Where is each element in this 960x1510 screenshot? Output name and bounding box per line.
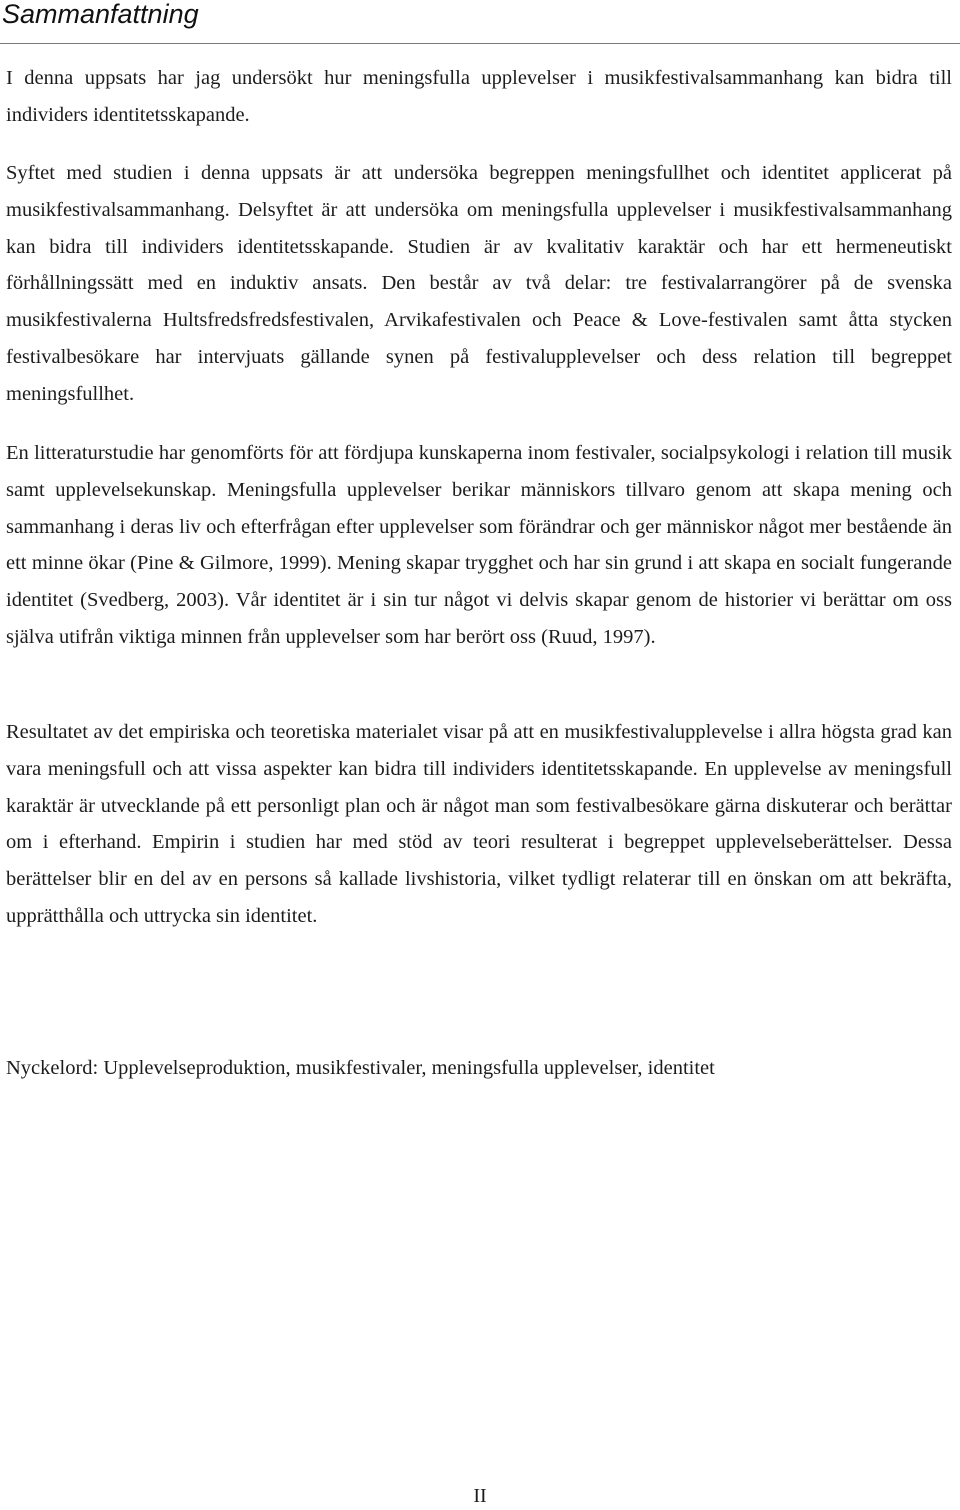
page-number: II bbox=[473, 1485, 487, 1507]
paragraph-literature: En litteraturstudie har genomförts för att fördjupa kunskaperna inom festivaler, socialpsykologi i relation till musik samt upplevelsekunskap. Meningsfulla upplevelser berikar människors tillvaro genom att skapa mening och sammanhang i deras liv och efterfrågan efter upplevelser som förändrar och ger människor något mer bestående än ett minne ökar (Pine & Gilmore, 1999). Mening skapar trygghet och har sin grund i att skapa en socialt fungerande identitet (Svedberg, 2003). Vår identitet är i sin tur något vi delvis skapar genom de historier vi berättar om oss själva utifrån viktiga minnen från upplevelser som har berört oss (Ruud, 1997). bbox=[6, 442, 952, 648]
paragraph-purpose: Syftet med studien i denna uppsats är att undersöka begreppen meningsfullhet och identitet applicerat på musikfestivalsammanhang. Delsyftet är att undersöka om meningsfulla upplevelser i musikfestivalsammanhang kan bidra till individers identitetsskapande. Studien är av kvalitativ karaktär och har ett hermeneutiskt förhållningssätt med en induktiv ansats. Den består av två delar: tre festivalarrangörer på de svenska musikfestivalerna Hultsfredsfredsfestivalen, Arvikafestivalen och Peace & Love-festivalen samt åtta stycken festivalbesökare har intervjuats gällande synen på festivalupplevelser och dess relation till begreppet meningsfullhet. bbox=[6, 162, 952, 405]
keywords-line: Nyckelord: Upplevelseproduktion, musikfestivaler, meningsfulla upplevelser, identitet bbox=[6, 1057, 715, 1079]
section-heading: Sammanfattning bbox=[2, 0, 199, 29]
heading-underline bbox=[0, 43, 960, 44]
paragraph-intro: I denna uppsats har jag undersökt hur meningsfulla upplevelser i musikfestivalsammanhang kan bidra till individers identitetsskapande. bbox=[6, 67, 952, 126]
paragraph-results: Resultatet av det empiriska och teoretiska materialet visar på att en musikfestivalupplevelse i allra högsta grad kan vara meningsfull och att vissa aspekter kan bidra till individers identitetsskapande. En upplevelse av meningsfull karaktär är utvecklande på ett personligt plan och är något man som festivalbesökare gärna diskuterar och berättar om i efterhand. Empirin i studien har med stöd av teori resulterat i begreppet upplevelseberättelser. Dessa berättelser blir en del av en persons så kallade livshistoria, vilket tydligt relaterar till en önskan om att bekräfta, upprätthålla och uttrycka sin identitet. bbox=[6, 721, 952, 927]
